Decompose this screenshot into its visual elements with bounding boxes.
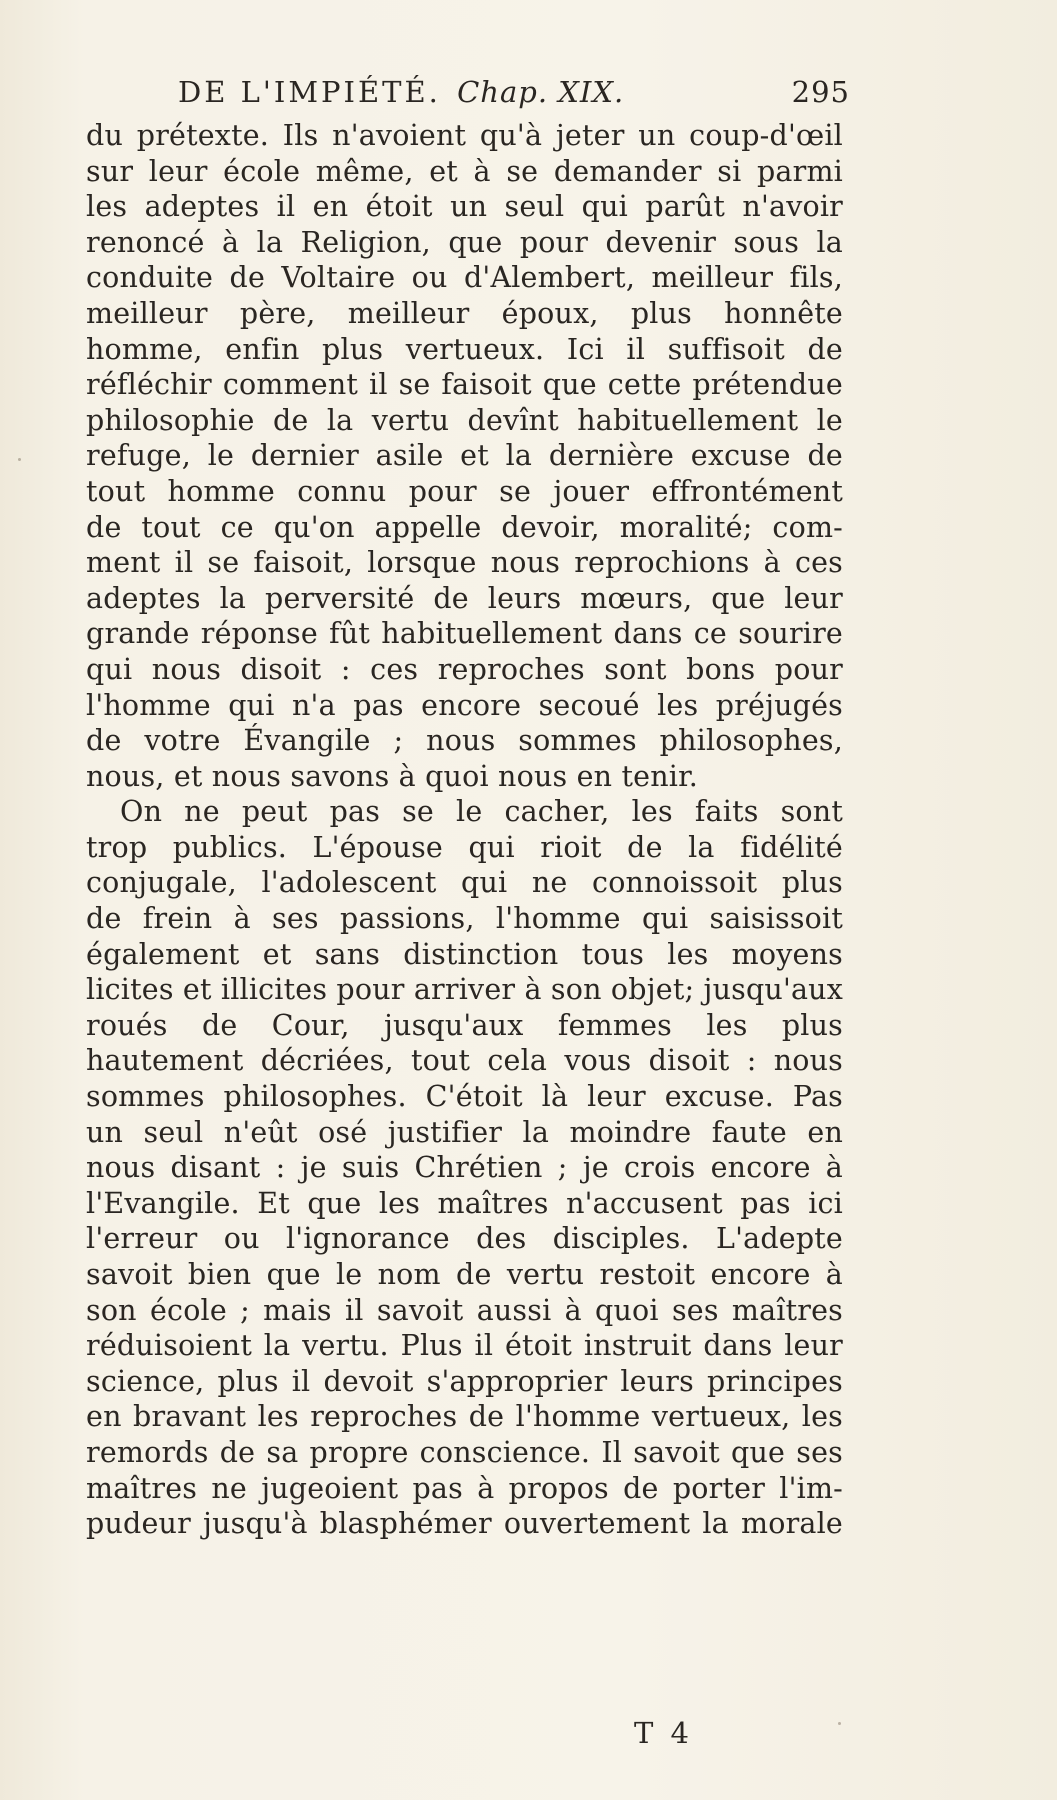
- text-line: roués de Cour, jusqu'aux femmes les plus: [86, 1008, 843, 1042]
- text-line: de votre Évangile ; nous sommes philosophes,: [86, 724, 843, 758]
- running-head-chapter: Chap. XIX.: [457, 75, 625, 109]
- paper-speck: [838, 1722, 841, 1725]
- text-line: licites et illicites pour arriver à son objet; jusqu'aux: [86, 973, 844, 1007]
- text-line: sur leur école même, et à se demander si parmi: [86, 154, 843, 188]
- text-line: du prétexte. Ils n'avoient qu'à jeter un coup-d'œil: [86, 119, 843, 152]
- text-line: également et sans distinction tous les moyens: [86, 937, 843, 971]
- paper-speck: [18, 458, 21, 461]
- running-head-title: DE L'IMPIÉTÉ.: [178, 75, 441, 109]
- text-line: qui nous disoit : ces reproches sont bons pour: [86, 652, 843, 686]
- text-line: réduisoient la vertu. Plus il étoit instruit dans leur: [86, 1329, 843, 1363]
- text-line: l'homme qui n'a pas encore secoué les préjugés: [86, 688, 843, 722]
- text-line: de frein à ses passions, l'homme qui saisissoit: [86, 902, 843, 936]
- text-line: refuge, le dernier asile et la dernière excuse de: [86, 439, 843, 473]
- text-line: philosophie de la vertu devînt habituellement le: [86, 403, 843, 437]
- text-line: conjugale, l'adolescent qui ne connoissoit plus: [86, 866, 843, 900]
- text-line: grande réponse fût habituellement dans ce sourire: [86, 617, 843, 651]
- text-line: adeptes la perversité de leurs mœurs, que leur: [86, 581, 843, 615]
- text-line: sommes philosophes. C'étoit là leur excuse. Pas: [86, 1080, 843, 1114]
- running-head: [178, 72, 850, 112]
- text-line: maîtres ne jugeoient pas à propos de porter l'im-: [86, 1471, 843, 1505]
- text-line: l'Evangile. Et que les maîtres n'accusent pas ici: [86, 1186, 843, 1220]
- text-line: les adeptes il en étoit un seul qui parût n'avoir: [86, 190, 843, 224]
- text-line: pudeur jusqu'à blasphémer ouvertement la morale: [86, 1507, 843, 1541]
- text-line: de tout ce qu'on appelle devoir, moralité; com-: [86, 510, 843, 544]
- text-line: homme, enfin plus vertueux. Ici il suffisoit de: [86, 332, 843, 366]
- paragraph-end-line: nous, et nous savons à quoi nous en tenir.: [86, 759, 699, 793]
- text-line: remords de sa propre conscience. Il savoit que ses: [86, 1435, 843, 1469]
- text-line: en bravant les reproches de l'homme vertueux, les: [86, 1400, 843, 1434]
- body-text: [86, 118, 843, 1542]
- text-line: l'erreur ou l'ignorance des disciples. L'adepte: [86, 1222, 843, 1256]
- text-line: renoncé à la Religion, que pour devenir sous la: [86, 225, 843, 259]
- text-line: trop publics. L'épouse qui rioit de la fidélité: [86, 830, 843, 864]
- text-line: un seul n'eût osé justifier la moindre faute en: [86, 1115, 843, 1149]
- text-line: conduite de Voltaire ou d'Alembert, meilleur fils,: [86, 261, 843, 295]
- text-line: savoit bien que le nom de vertu restoit encore à: [86, 1258, 843, 1291]
- text-line: science, plus il devoit s'approprier leurs principes: [86, 1364, 843, 1398]
- text-line: meilleur père, meilleur époux, plus honnête: [86, 296, 843, 330]
- text-line: nous disant : je suis Chrétien ; je crois encore à: [86, 1151, 843, 1185]
- text-line: ment il se faisoit, lorsque nous reprochions à ces: [86, 546, 843, 580]
- page-number: 295: [791, 75, 850, 109]
- signature-mark: T 4: [634, 1716, 694, 1750]
- text-line: son école ; mais il savoit aussi à quoi ses maîtres: [86, 1293, 843, 1327]
- text-line: tout homme connu pour se jouer effrontément: [86, 474, 843, 508]
- paragraph-start-line: On ne peut pas se le cacher, les faits sont: [120, 795, 843, 829]
- text-line: hautement décriées, tout cela vous disoit : nous: [86, 1044, 843, 1078]
- text-line: réfléchir comment il se faisoit que cette prétendue: [86, 368, 843, 402]
